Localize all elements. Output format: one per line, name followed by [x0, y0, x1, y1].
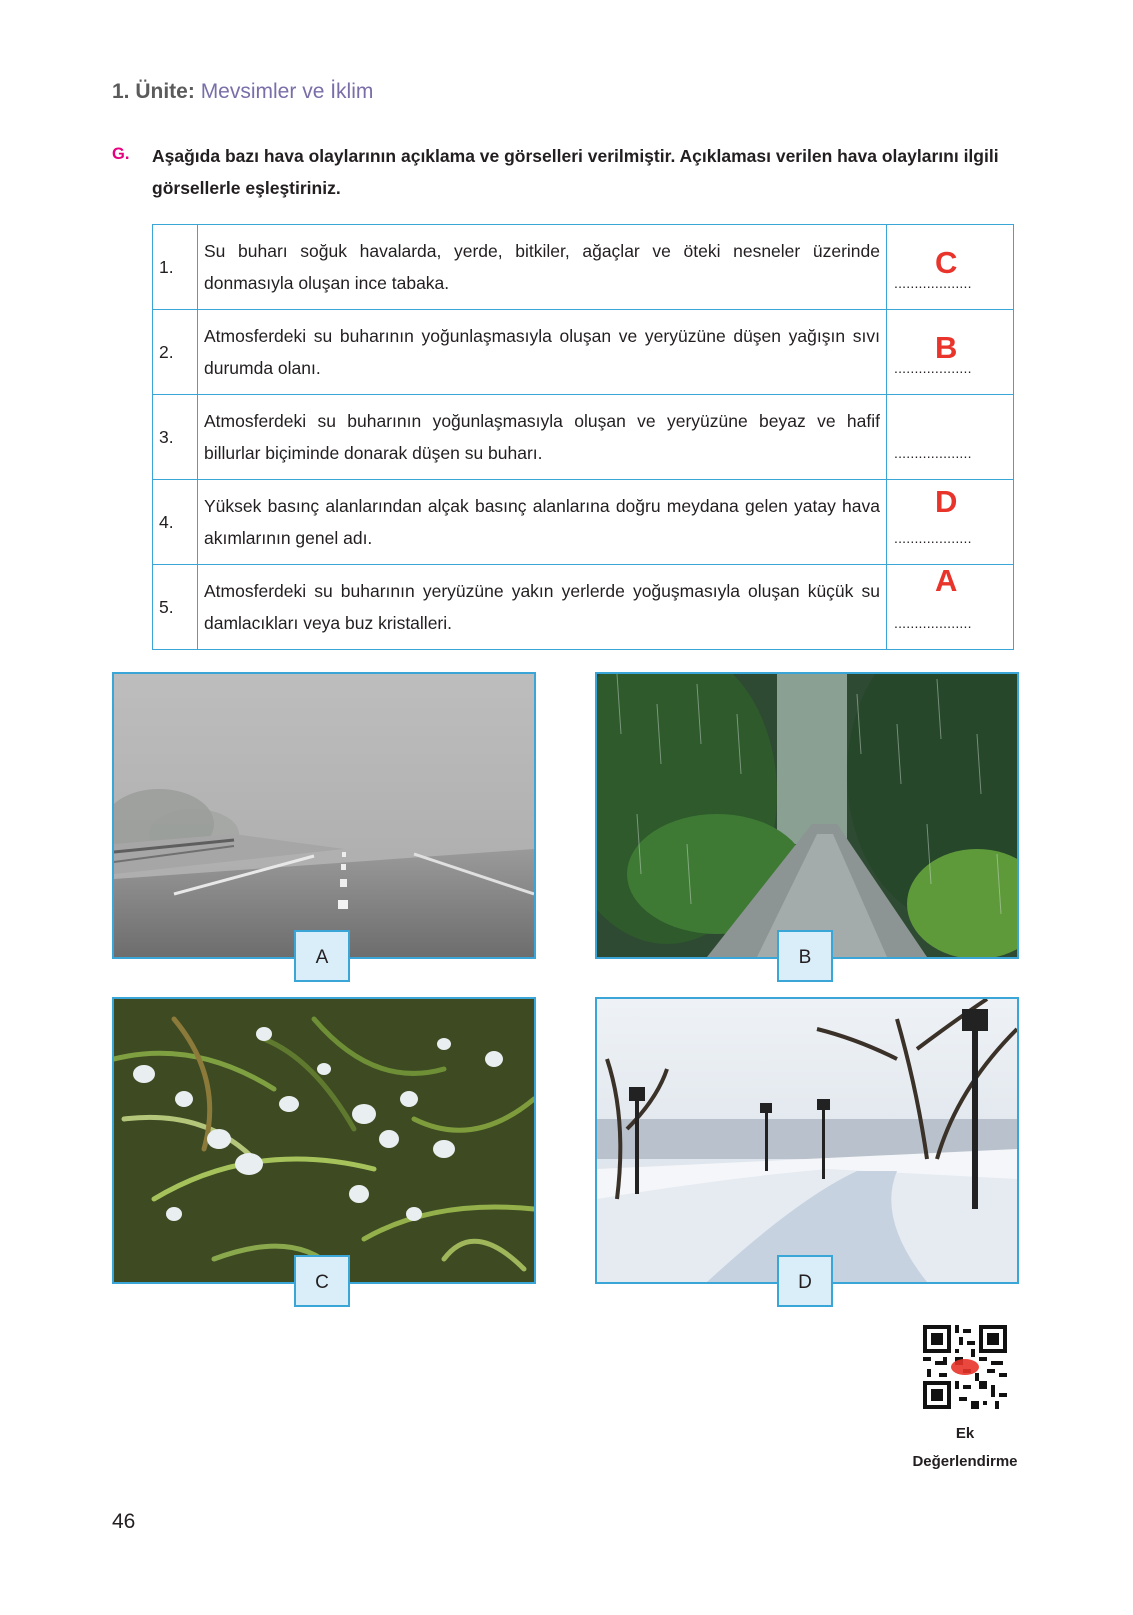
row-description: Yüksek basınç alanlarından alçak basınç alanlarına doğru meydana gelen yatay hava akımlarının genel adı.: [198, 480, 887, 565]
row-description: Atmosferdeki su buharının yoğunlaşmasıyla oluşan ve yeryüzüne beyaz ve hafif billurlar biçiminde donarak düşen su buharı.: [198, 395, 887, 480]
snow-park-photo: [595, 997, 1019, 1284]
table-row: [153, 225, 1014, 310]
answer-dots: ...................: [894, 615, 972, 631]
answer-cell[interactable]: [887, 225, 1014, 310]
image-label: D: [777, 1255, 833, 1307]
handwritten-answer: B: [935, 330, 958, 365]
image-label: C: [294, 1255, 350, 1307]
qr-caption-line1: Ek: [955, 1425, 975, 1442]
question-text: Aşağıda bazı hava olaylarının açıklama ve görselleri verilmiştir. Açıklaması verilen hava olaylarını ilgili görsellerle eşleştiriniz.: [152, 146, 999, 198]
row-description: Atmosferdeki su buharının yeryüzüne yakın yerlerde yoğuşmasıyla oluşan küçük su damlacıkları veya buz kristalleri.: [198, 565, 887, 650]
answer-cell[interactable]: [887, 395, 1014, 480]
row-number: 4.: [153, 480, 198, 565]
answer-cell[interactable]: [887, 480, 1014, 565]
qr-caption-line2: Değerlendirme: [912, 1453, 1018, 1470]
answer-dots: ...................: [894, 530, 972, 546]
unit-title: Mevsimler ve İklim: [200, 80, 374, 103]
unit-number: 1. Ünite:: [112, 80, 195, 103]
row-number: 1.: [153, 225, 198, 310]
handwritten-answer: C: [935, 245, 958, 280]
row-number: 2.: [153, 310, 198, 395]
fog-road-photo: [112, 672, 536, 959]
row-description: Su buharı soğuk havalarda, yerde, bitkiler, ağaçlar ve öteki nesneler üzerinde donmasıyla oluşan ince tabaka.: [198, 225, 887, 310]
qr-caption: [910, 1420, 1020, 1476]
answer-dots: ...................: [894, 360, 972, 376]
page-number: 46: [112, 1510, 136, 1533]
table-row: [153, 565, 1014, 650]
handwritten-answer: D: [935, 484, 958, 519]
image-label: A: [294, 930, 350, 982]
hail-grass-photo: [112, 997, 536, 1284]
table-row: [153, 480, 1014, 565]
rain-road-photo: [595, 672, 1019, 959]
unit-header: [112, 80, 373, 104]
matching-table: [152, 224, 1014, 650]
table-row: [153, 310, 1014, 395]
answer-dots: ...................: [894, 445, 972, 461]
row-description: Atmosferdeki su buharının yoğunlaşmasıyla oluşan ve yeryüzüne düşen yağışın sıvı durumda olanı.: [198, 310, 887, 395]
row-number: 5.: [153, 565, 198, 650]
answer-dots: ...................: [894, 275, 972, 291]
image-label: B: [777, 930, 833, 982]
question-letter: G.: [112, 145, 130, 163]
table-row: [153, 395, 1014, 480]
qr-code-icon[interactable]: [923, 1325, 1007, 1409]
handwritten-answer: A: [935, 563, 958, 598]
row-number: 3.: [153, 395, 198, 480]
answer-cell[interactable]: [887, 565, 1014, 650]
answer-cell[interactable]: [887, 310, 1014, 395]
